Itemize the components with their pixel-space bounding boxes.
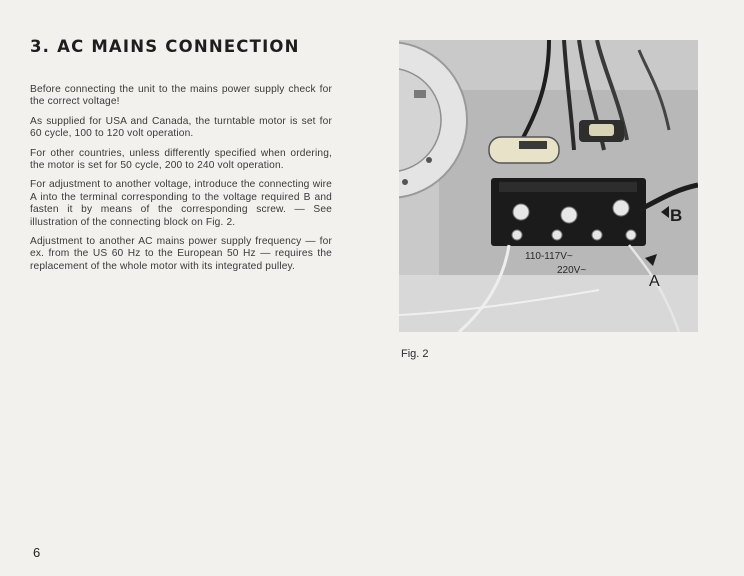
paragraph: Before connecting the unit to the mains power supply check for the correct voltage! bbox=[30, 84, 332, 108]
terminal-b-label: B bbox=[670, 206, 683, 225]
connection-block-photo bbox=[399, 40, 698, 332]
voltage-low-label: 110-117V~ bbox=[525, 251, 573, 262]
paragraph: For other countries, unless differently specified when ordering, the motor is set for 50 cycle, 200 to 240 volt operation. bbox=[30, 147, 332, 172]
wire-a-label: A bbox=[649, 273, 660, 290]
paragraph: As supplied for USA and Canada, the turntable motor is set for 60 cycle, 100 to 120 volt operation. bbox=[30, 115, 332, 140]
section-body bbox=[30, 84, 332, 280]
paragraph: For adjustment to another voltage, introduce the connecting wire A into the terminal corresponding to the voltage required B and fasten it by means of the corresponding screw. — See illustration of the connecting block on Fig. 2. bbox=[30, 179, 332, 228]
voltage-high-label: 220V~ bbox=[557, 265, 587, 276]
paragraph: Adjustment to another AC mains power supply frequency — for ex. from the US 60 Hz to the European 50 Hz — requires the replacement of the whole motor with its integrated pulley. bbox=[30, 236, 332, 272]
page-number: 6 bbox=[33, 545, 41, 560]
section-title: 3. AC MAINS CONNECTION bbox=[30, 37, 300, 56]
figure-caption: Fig. 2 bbox=[401, 348, 429, 360]
